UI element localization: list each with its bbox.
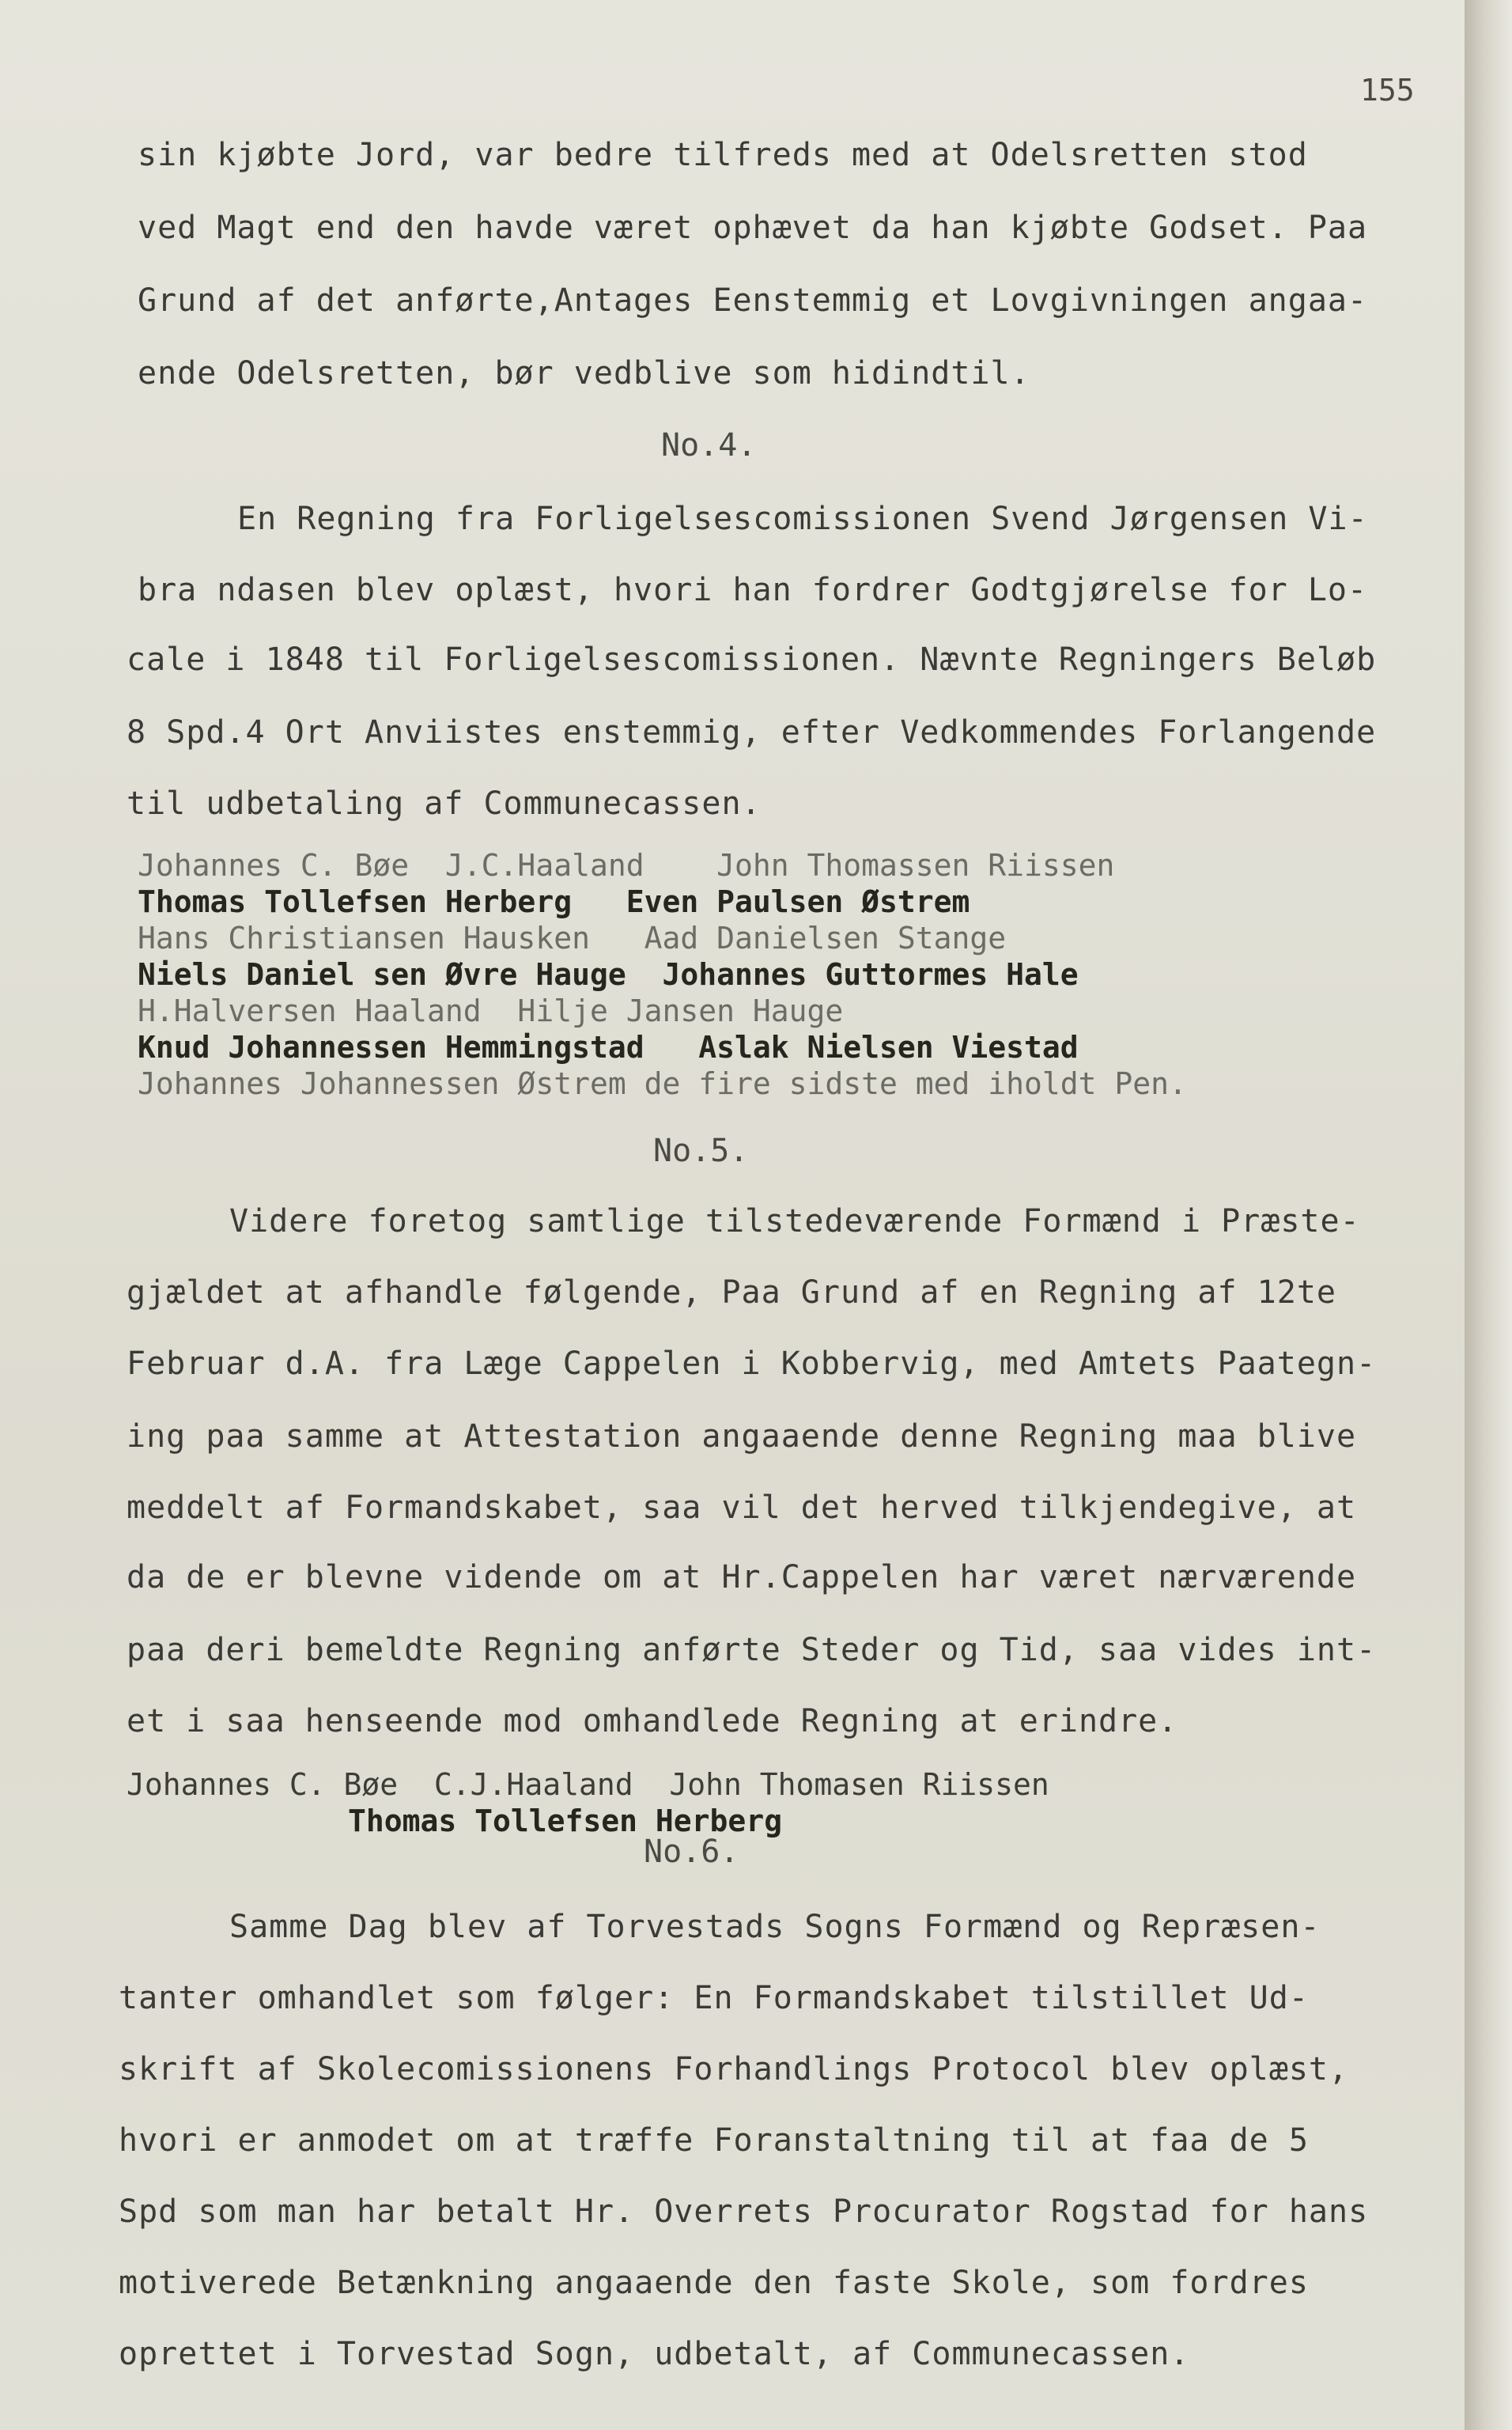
text-line: Februar d.A. fra Læge Cappelen i Kobbervig, med Amtets Paategn- <box>127 1346 1377 1382</box>
text-line: Videre foretog samtlige tilstedeværende Formænd i Præste- <box>229 1203 1360 1240</box>
signature-line: H.Halversen Haaland Hilje Jansen Hauge <box>138 994 844 1028</box>
text-line: ved Magt end den havde været ophævet da han kjøbte Godset. Paa <box>138 210 1368 246</box>
text-line: bra ndasen blev oplæst, hvori han fordrer Godtgjørelse for Lo- <box>138 572 1368 608</box>
text-line: gjældet at afhandle følgende, Paa Grund af en Regning af 12te <box>127 1274 1337 1311</box>
text-line: meddelt af Formandskabet, saa vil det herved tilkjendegive, at <box>127 1489 1357 1526</box>
section-heading-6: No.6. <box>644 1834 739 1870</box>
text-line: sin kjøbte Jord, var bedre tilfreds med at Odelsretten stod <box>138 137 1308 173</box>
signature-line: Johannes C. Bøe J.C.Haaland John Thomassen Riissen <box>138 848 1115 883</box>
text-line: Grund af det anførte,Antages Eenstemmig et Lovgivningen angaa- <box>138 282 1368 319</box>
text-line: tanter omhandlet som følger: En Formandskabet tilstillet Ud- <box>119 1980 1309 2016</box>
section-heading-4: No.4. <box>661 427 757 464</box>
text-line: En Regning fra Forligelsescomissionen Svend Jørgensen Vi- <box>237 501 1368 537</box>
text-line: til udbetaling af Communecassen. <box>127 785 762 822</box>
text-line: et i saa henseende mod omhandlede Regning at erindre. <box>127 1703 1178 1739</box>
text-line: Samme Dag blev af Torvestads Sogns Formænd og Repræsen- <box>229 1909 1321 1945</box>
page-edge <box>1465 0 1512 2430</box>
text-line: ing paa samme at Attestation angaaende denne Regning maa blive <box>127 1418 1357 1455</box>
signature-line: Knud Johannessen Hemmingstad Aslak Nielsen Viestad <box>138 1030 1079 1065</box>
text-line: da de er blevne vidende om at Hr.Cappelen har været nærværende <box>127 1559 1357 1595</box>
text-line: paa deri bemeldte Regning anførte Steder og Tid, saa vides int- <box>127 1632 1377 1668</box>
text-line: hvori er anmodet om at træffe Foranstaltning til at faa de 5 <box>119 2122 1309 2159</box>
signature-line: Johannes C. Bøe C.J.Haaland John Thomasen Riissen <box>127 1767 1049 1802</box>
text-line: oprettet i Torvestad Sogn, udbetalt, af Communecassen. <box>119 2336 1190 2372</box>
text-line: motiverede Betænkning angaaende den faste Skole, som fordres <box>119 2265 1309 2301</box>
section-heading-5: No.5. <box>653 1133 749 1169</box>
text-line: ende Odelsretten, bør vedblive som hidindtil. <box>138 355 1030 392</box>
signature-line: Niels Daniel sen Øvre Hauge Johannes Guttormes Hale <box>138 957 1079 992</box>
text-line: skrift af Skolecomissionens Forhandlings Protocol blev oplæst, <box>119 2051 1349 2087</box>
text-line: cale i 1848 til Forligelsescomissionen. Nævnte Regningers Beløb <box>127 642 1377 678</box>
signature-line: Hans Christiansen Hausken Aad Danielsen Stange <box>138 921 1007 956</box>
text-line: Spd som man har betalt Hr. Overrets Procurator Rogstad for hans <box>119 2193 1369 2230</box>
signature-line: Johannes Johannessen Østrem de fire sidste med iholdt Pen. <box>138 1066 1187 1101</box>
text-line: 8 Spd.4 Ort Anviistes enstemmig, efter Vedkommendes Forlangende <box>127 714 1377 751</box>
signature-line: Thomas Tollefsen Herberg Even Paulsen Østrem <box>138 884 970 919</box>
signature-line: Thomas Tollefsen Herberg <box>348 1804 783 1838</box>
page-number: 155 <box>1360 73 1415 108</box>
